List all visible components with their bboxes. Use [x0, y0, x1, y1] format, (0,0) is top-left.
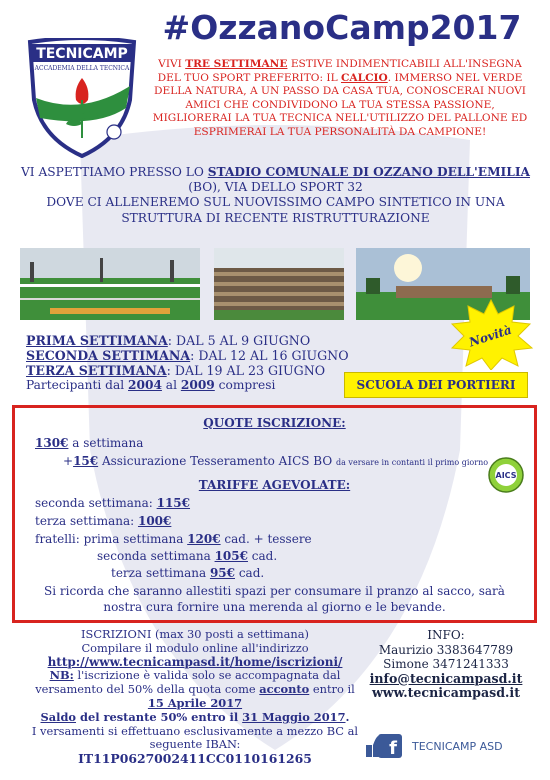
svg-text:f: f — [389, 738, 397, 759]
intro-part-2: ESTIVE INDIMENTICABILI ALL'INSEGNA DEL TUO SPORT PREFERITO: IL — [157, 58, 522, 84]
siblings-second-label: seconda settimana — [97, 549, 215, 563]
venue-stadium: STADIO COMUNALE DI OZZANO DELL'EMILIA — [207, 165, 530, 179]
tariffe-heading: TARIFFE AGEVOLATE: — [198, 478, 351, 492]
week-2-dates: : DAL 12 AL 16 GIUGNO — [190, 348, 349, 363]
siblings-third-label: terza settimana — [111, 566, 210, 580]
siblings-second-week — [97, 549, 277, 564]
deposit-label: acconto — [259, 682, 310, 697]
siblings-third-week — [111, 566, 264, 581]
aics-badge-text: AICS — [495, 471, 517, 480]
registration-max: ISCRIZIONI (max 30 posti a settimana) — [81, 627, 309, 641]
deposit-date — [10, 697, 380, 711]
contact-website[interactable]: www.tecnicampasd.it — [371, 685, 521, 700]
intro-three-weeks: TRE SETTIMANE — [185, 58, 288, 70]
intro-part-3: . IMMERSO NEL VERDE DELLA NATURA, A UN PASSO DA CASA TUA, CONOSCERAI NUOVI AMICI CHE CONDIVIDONO LA TUA STESSA PASSIONE, MIGLIORERAI LA TUA TECNICA NELL'UTILIZZO DEL PALLONE ED ESPRIMERAI LA TUA PERSONALITÀ DA CAMPIONE! — [152, 71, 528, 138]
siblings-first-suffix: cad. + tessere — [220, 532, 312, 546]
intro-text — [150, 58, 530, 139]
intro-calcio: CALCIO — [340, 71, 388, 84]
deposit-by: entro il — [309, 682, 355, 697]
quote-heading: QUOTE ISCRIZIONE: — [203, 416, 346, 430]
weeks-list — [26, 333, 366, 393]
week-2 — [26, 348, 366, 363]
balance-deadline: 31 Maggio 2017 — [242, 709, 346, 724]
quote-box — [12, 405, 537, 623]
participants — [26, 378, 366, 393]
insurance-text: Assicurazione Tesseramento AICS BO — [98, 454, 336, 468]
insurance-plus: + — [63, 454, 74, 468]
week-1-dates: : DAL 5 AL 9 GIUGNO — [167, 333, 311, 348]
registration-link[interactable]: http://www.tecnicampasd.it/home/iscrizioni/ — [47, 654, 343, 669]
week-1 — [26, 333, 366, 348]
discount-second-label: seconda settimana: — [35, 496, 157, 510]
registration-deposit — [10, 683, 380, 697]
insurance-price: 15€ — [73, 454, 99, 468]
venue-text — [18, 165, 533, 226]
scuola-portieri-banner: SCUOLA DEI PORTIERI — [344, 372, 528, 398]
payment-method: I versamenti si effettuano esclusivamente a mezzo BC al — [31, 723, 359, 738]
siblings-first-week — [35, 532, 312, 547]
week-3-dates: : DAL 19 AL 23 GIUGNO — [166, 363, 326, 378]
insurance-note: da versare in contanti il primo giorno — [336, 458, 489, 467]
week-2-label: SECONDA SETTIMANA — [26, 348, 191, 363]
participants-year-from: 2004 — [128, 378, 162, 392]
balance-end: . — [345, 709, 350, 724]
facebook-label: TECNICAMP ASD — [412, 739, 503, 753]
stadium-photo-1 — [20, 248, 200, 320]
discount-third-label: terza settimana: — [35, 514, 138, 528]
siblings-second-suffix: cad. — [247, 549, 278, 563]
contact-email[interactable]: info@tecnicampasd.it — [369, 670, 523, 686]
discount-third-price: 100€ — [137, 514, 172, 528]
week-3 — [26, 363, 366, 378]
registration-nb — [10, 669, 380, 683]
discount-third-week — [35, 514, 171, 529]
facebook-link[interactable] — [364, 732, 534, 760]
siblings-first-label: fratelli: prima settimana — [35, 532, 188, 546]
venue-part-1: VI ASPETTIAMO PRESSO LO — [20, 165, 208, 179]
discount-second-price: 115€ — [156, 496, 191, 510]
registration-info — [10, 628, 380, 766]
lunch-note-line-2: nostra cura fornire una merenda al giorno e le bevande. — [103, 600, 446, 614]
contact-maurizio: Maurizio 3383647789 — [378, 642, 514, 657]
lunch-note-line-1: Si ricorda che saranno allestiti spazi per consumare il pranzo al sacco, sarà — [44, 584, 505, 598]
iban-code: IT11P0627002411CC0110161265 — [78, 751, 312, 767]
base-price-line — [35, 436, 143, 451]
aics-badge-icon — [487, 456, 525, 494]
nb-text: l'iscrizione è valida solo se accompagnata dal — [73, 668, 341, 683]
week-1-label: PRIMA SETTIMANA — [26, 333, 168, 348]
discount-second-week — [35, 496, 190, 511]
payment-iban-label: seguente IBAN: — [149, 737, 241, 752]
logo-name: TECNICAMP — [36, 46, 128, 62]
facebook-like-icon — [364, 733, 404, 759]
balance-text: del restante 50% entro il — [76, 709, 243, 724]
siblings-third-suffix: cad. — [235, 566, 265, 580]
deposit-deadline: 15 Aprile 2017 — [147, 695, 243, 710]
info-heading: INFO: — [427, 628, 465, 642]
registration-instructions: Compilare il modulo online all'indirizzo — [81, 640, 309, 655]
balance-label: Saldo — [40, 709, 77, 724]
page-title: #OzzanoCamp2017 — [162, 8, 522, 47]
insurance-line — [63, 454, 488, 470]
venue-part-2: (BO), VIA DELLO SPORT 32 — [188, 180, 363, 195]
novita-text: Novità — [467, 322, 514, 350]
base-price: 130€ — [35, 436, 69, 450]
deposit-text: versamento del 50% della quota come — [35, 682, 260, 697]
participants-part-1: Partecipanti dal — [26, 378, 129, 392]
venue-line-2: DOVE CI ALLENEREMO SUL NUOVISSIMO CAMPO SINTETICO IN UNA STRUTTURA DI RECENTE RISTRUTTURAZIONE — [46, 195, 505, 225]
contact-simone: Simone 3471241333 — [383, 657, 509, 671]
siblings-third-price: 95€ — [209, 566, 235, 580]
siblings-first-price: 120€ — [187, 532, 221, 546]
siblings-second-price: 105€ — [214, 549, 248, 563]
base-price-suffix: a settimana — [68, 436, 144, 450]
intro-part-1: VIVI — [158, 58, 186, 70]
participants-year-to: 2009 — [180, 378, 215, 392]
nb-label: NB: — [49, 668, 74, 683]
participants-part-2: al — [161, 378, 181, 392]
novita-starburst-badge — [448, 298, 534, 370]
logo-subtitle: ACCADEMIA DELLA TECNICA — [34, 65, 130, 72]
contact-info — [356, 628, 536, 701]
participants-part-3: compresi — [214, 378, 276, 392]
tecnicamp-logo — [26, 38, 138, 158]
week-3-label: TERZA SETTIMANA — [26, 363, 167, 378]
registration-balance — [10, 711, 380, 725]
stadium-photo-2 — [214, 248, 344, 320]
